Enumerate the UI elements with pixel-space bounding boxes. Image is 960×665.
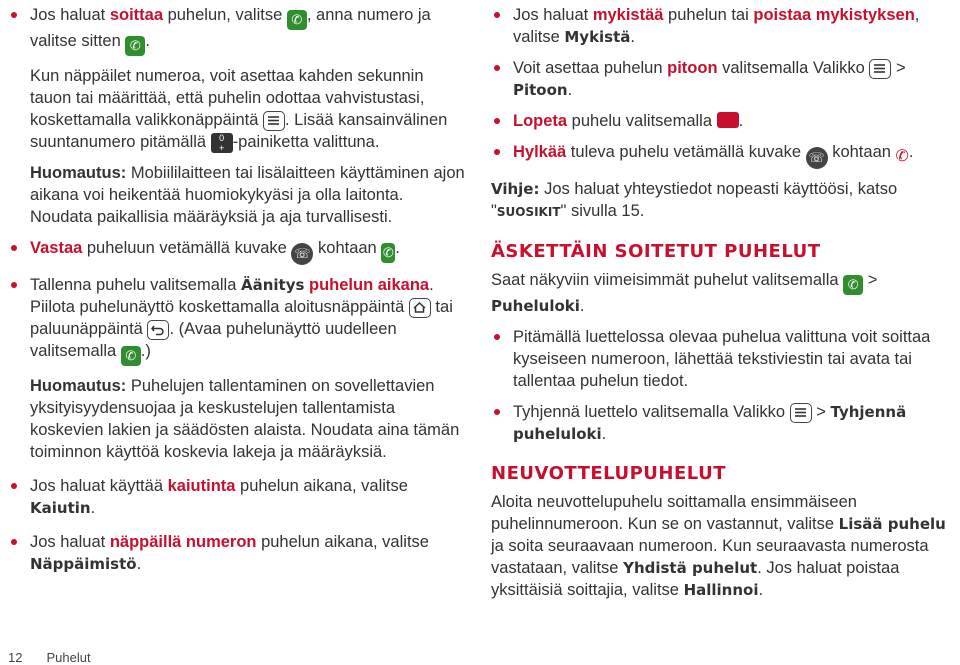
answer-handle-icon: ☏ [291, 243, 313, 265]
page-footer [8, 650, 115, 665]
bullet-call: Jos haluat soittaa puhelun, valitse ✆ , anna numero ja valitse sitten ✆ . [8, 4, 468, 56]
bullet-answer: Vastaa puheluun vetämällä kuvake ☏ kohtaan ✆. [8, 237, 468, 265]
phone-app-icon: ✆ [287, 10, 307, 30]
end-call-icon [717, 112, 739, 128]
reject-icon: ✆ [895, 148, 909, 165]
menu-key-icon [790, 403, 812, 423]
note-recording: Huomautus: Puhelujen tallentaminen on sovellettavien yksityisyydensuojaa ja keskustelujen tallentamista koskevien lakien ja säädösten alaista. Noudata aina tämän toiminnon käyttöä koskevia lakeja ja määräyksiä. [30, 377, 460, 461]
phone-app-icon: ✆ [121, 346, 141, 366]
recent-paragraph: Saat näkyviin viimeisimmät puhelut valitsemalla ✆ > Puheluloki. [491, 271, 878, 315]
home-key-icon [409, 298, 431, 318]
bullet-clear-log: Tyhjennä luettelo valitsemalla Valikko > Tyhjennä puheluloki. [491, 401, 959, 445]
heading-conference-calls: NEUVOTTELUPUHELUT [491, 463, 726, 484]
heading-recent-calls: ÄSKETTÄIN SOITETUT PUHELUT [491, 241, 821, 262]
zero-plus-key-icon: 0 + [211, 133, 233, 153]
section-name: Puhelut [46, 650, 91, 665]
left-column [8, 4, 468, 575]
bullet-speaker: Jos haluat käyttää kaiutinta puhelun aikana, valitse Kaiutin. [8, 475, 468, 519]
bullet-reject: Hylkää tuleva puhelu vetämällä kuvake ☏ kohtaan ✆. [491, 141, 959, 169]
bullet-keypad: Jos haluat näppäillä numeron puhelun aikana, valitse Näppäimistö. [8, 531, 468, 575]
back-key-icon [147, 320, 169, 340]
menu-key-icon [869, 59, 891, 79]
bullet-hold: Voit asettaa puhelun pitoon valitsemalla Valikko > Pitoon. [491, 57, 959, 101]
bullet-end: Lopeta puhelu valitsemalla . [491, 110, 959, 132]
page-number: 12 [8, 650, 23, 665]
note-driving: Huomautus: Mobiililaitteen tai lisälaitteen käyttäminen ajon aikana voi heikentää huomiokykyäsi ja olla laitonta. Noudata paikallisia määräyksiä ja aja turvallisesti. [30, 164, 465, 226]
dial-icon: ✆ [125, 36, 145, 56]
hide-paragraph: Piilota puhelunäyttö koskettamalla aloitusnäppäintä tai paluunäppäintä . (Avaa puhelunäyttö uudelleen valitsemalla ✆ .) [8, 296, 468, 366]
tip: Vihje: Jos haluat yhteystiedot nopeasti käyttöösi, katso "SUOSIKIT" sivulla 15. [491, 180, 898, 220]
bullet-mute: Jos haluat mykistää puhelun tai poistaa mykistyksen, valitse Mykistä. [491, 4, 959, 48]
menu-key-icon [263, 111, 285, 131]
phone-app-icon: ✆ [843, 275, 863, 295]
bullet-hold-entry: Pitämällä luettelossa olevaa puhelua valittuna voit soittaa kyseiseen numeroon, lähettää tekstiviestin tai avata tai tallentaa puhelun tiedot. [491, 326, 959, 392]
answer-handle-icon: ☏ [806, 147, 828, 169]
right-column [491, 4, 959, 601]
answer-target-icon: ✆ [381, 243, 395, 263]
pause-paragraph: Kun näppäilet numeroa, voit asettaa kahden sekunnin tauon tai määrittää, että puhelin odottaa vahvistustasi, koskettamalla valikkonäppäintä . Lisää kansainvälinen suuntanumero pitämällä 0 + -painiketta valittuna. [30, 67, 448, 153]
bullet-record: Tallenna puhelu valitsemalla Äänitys puhelun aikana. [8, 274, 468, 296]
conference-paragraph: Aloita neuvottelupuhelu soittamalla ensimmäiseen puhelinnumeroon. Kun se on vastannut, valitse Lisää puhelu ja soita seuraavaan numeroon. Kun seuraavasta numerosta vastataan, valitse Yhdistä puhelut. Jos haluat poistaa yksittäisiä soittajia, valitse Hallinnoi. [491, 493, 946, 599]
